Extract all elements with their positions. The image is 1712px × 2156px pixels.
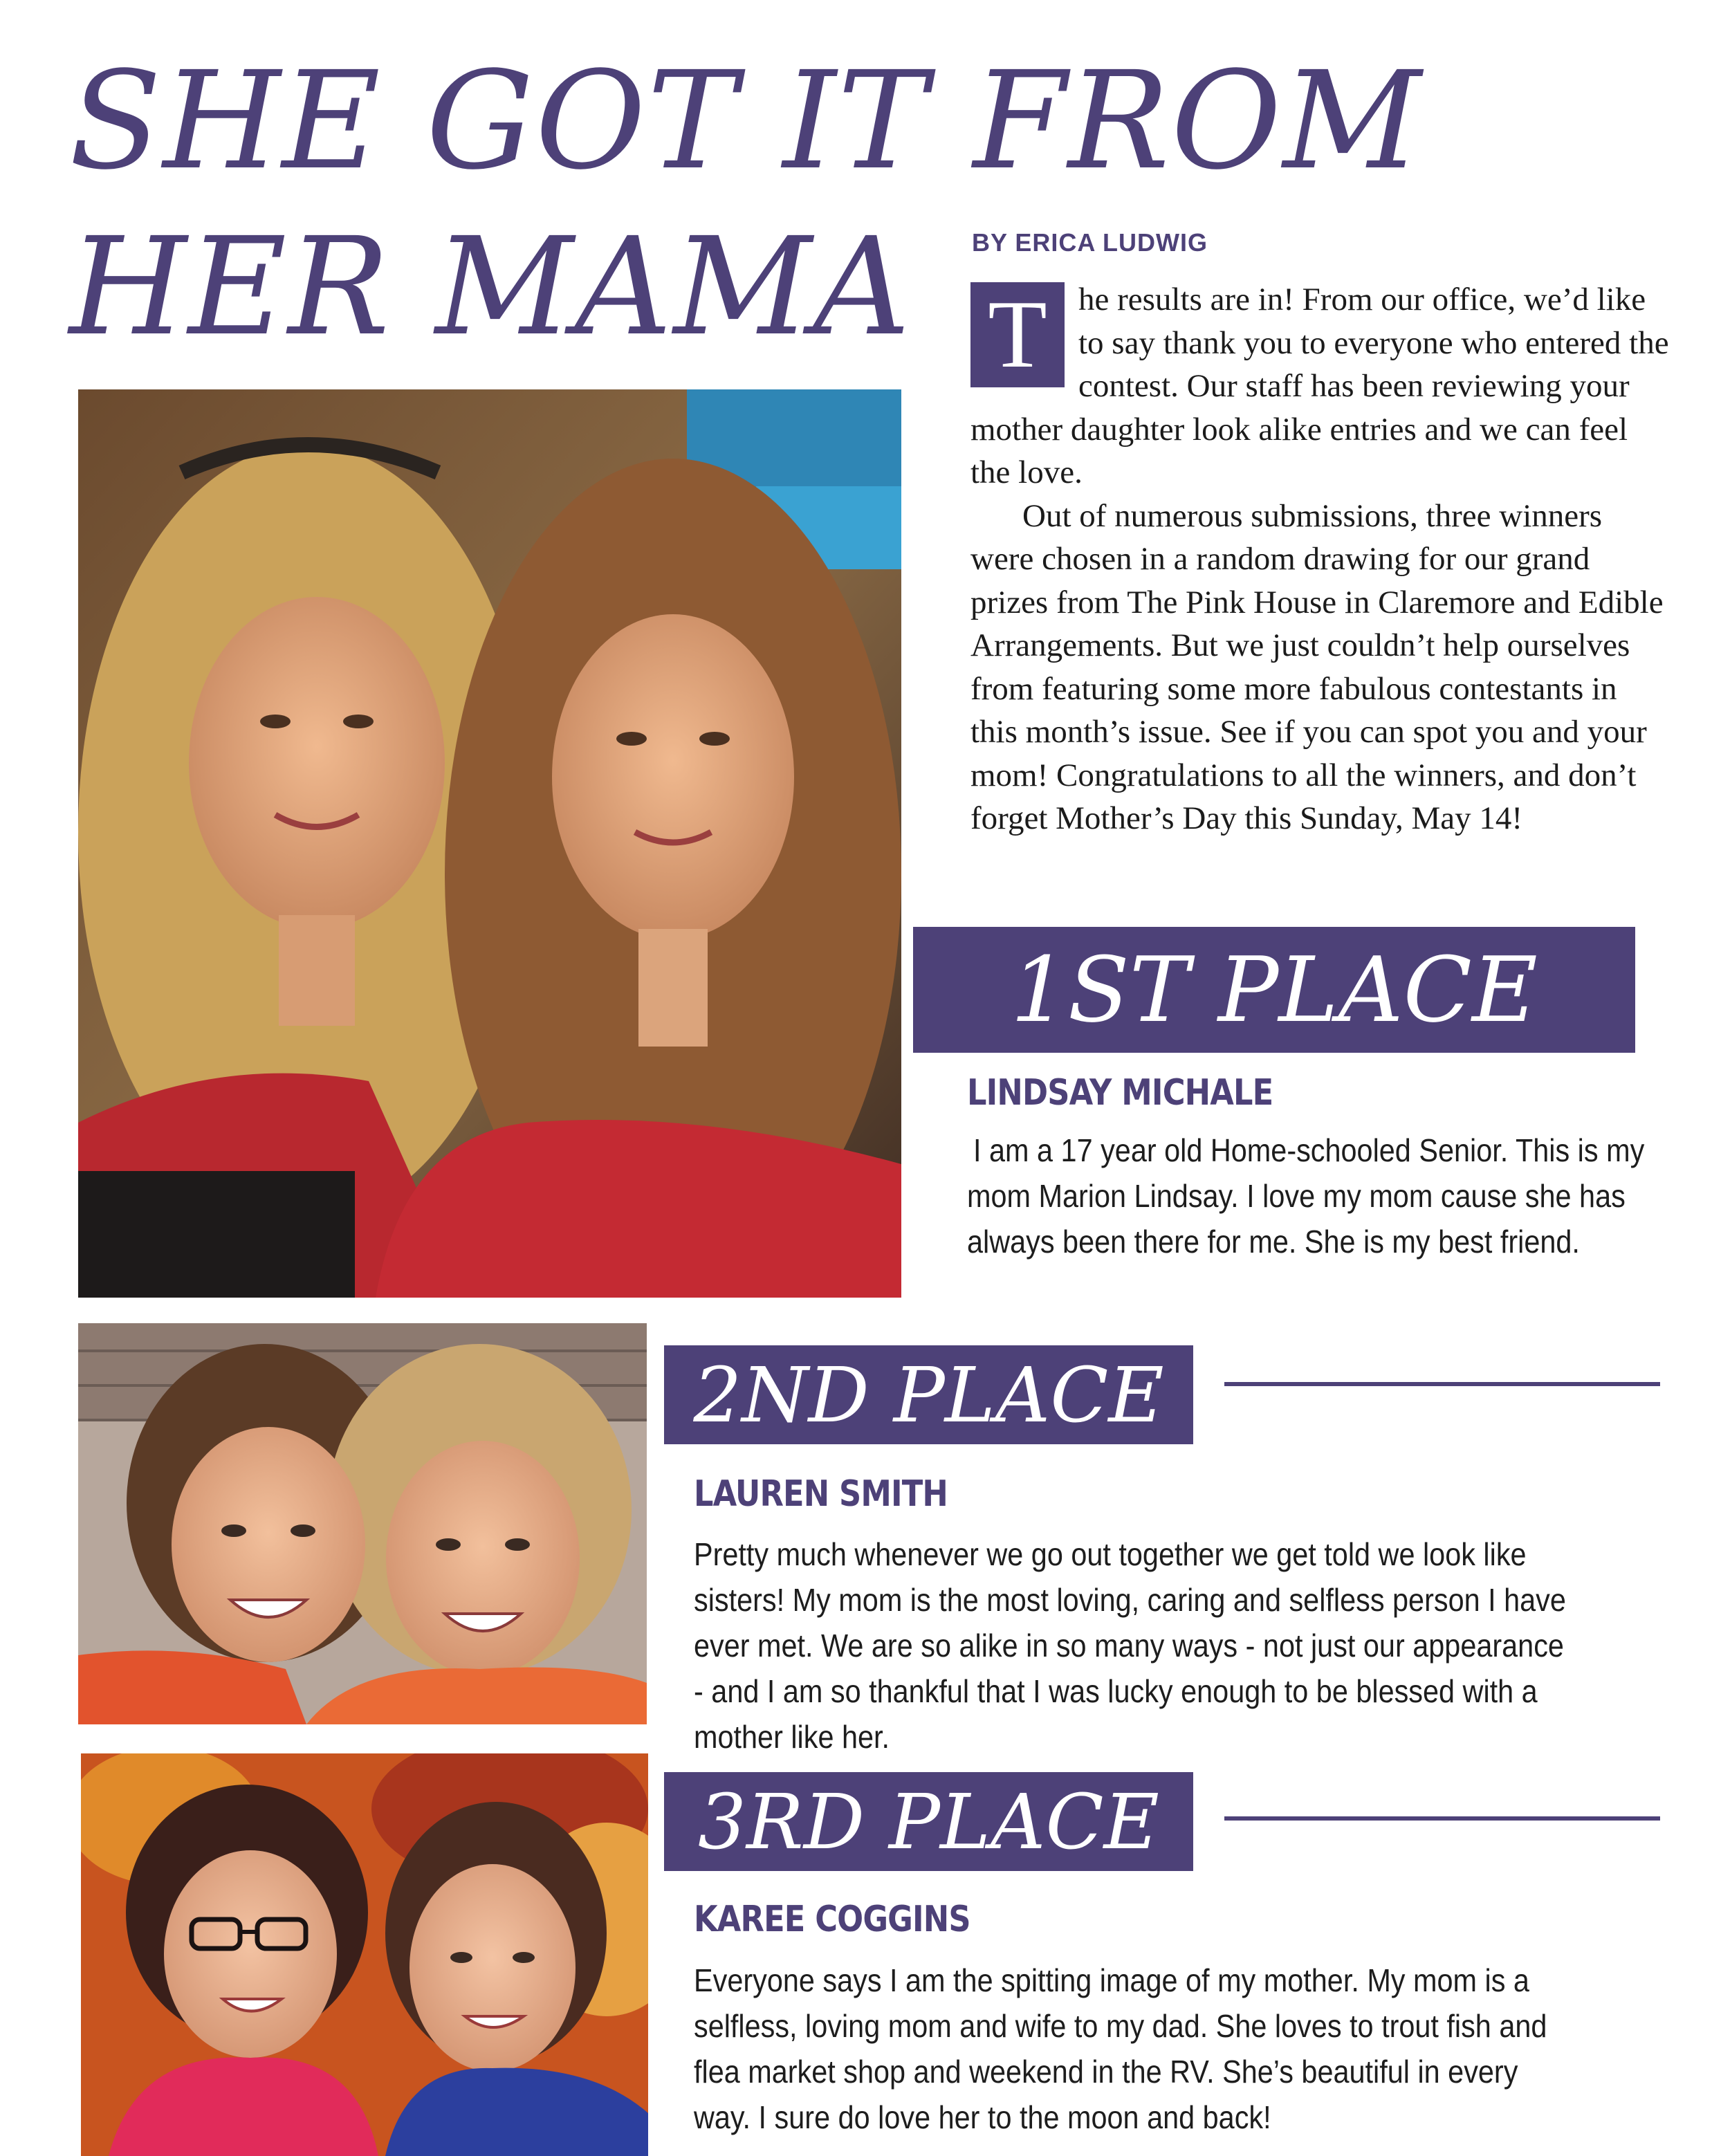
second-place-text: Pretty much whenever we go out together we get told we look like sisters! My mom is the most loving, caring and selfless person I have ever met. We are so alike in so many ways - not just our appearance - and I am so thankful that I was lucky enough to be blessed with a mother like her. <box>694 1536 1566 1755</box>
title-line-2: HER MAMA <box>69 208 912 365</box>
first-place-text: I am a 17 year old Home-schooled Senior. This is my mom Marion Lindsay. I love my mom cause she has always been there for me. She is my best friend. <box>967 1132 1645 1260</box>
second-place-photo <box>78 1323 647 1724</box>
third-place-rule <box>1224 1816 1660 1821</box>
third-place-label: 3RD PLACE <box>698 1777 1159 1866</box>
title-line-1: SHE GOT IT FROM <box>69 42 1423 199</box>
second-place-label: 2ND PLACE <box>693 1350 1164 1439</box>
intro-paragraph-1: he results are in! From our office, we’d like to say thank you to everyone who entered the contest. Our staff has been reviewing your mother daughter look alike entries and we can feel the love. <box>970 282 1669 490</box>
second-place-rule <box>1224 1382 1660 1386</box>
second-place-name: LAUREN SMITH <box>694 1473 948 1515</box>
byline: BY ERICA LUDWIG <box>972 228 1208 257</box>
intro-text <box>970 278 1669 840</box>
intro-paragraph-2: Out of numerous submissions, three winners were chosen in a random drawing for our grand prizes from The Pink House in Claremore and Edible Arrangements. But we just couldn’t help ourselves from featuring some more fabulous contestants in this month’s issue. See if you can spot you and your mom! Congratulations to all the winners, and don’t forget Mother’s Day this Sunday, May 14! <box>970 497 1664 836</box>
first-place-label: 1ST PLACE <box>1011 937 1538 1042</box>
first-place-photo <box>78 389 901 1298</box>
drop-cap: T <box>970 282 1065 387</box>
third-place-name: KAREE COGGINS <box>694 1899 970 1940</box>
first-place-banner <box>913 927 1635 1053</box>
third-place-photo <box>81 1753 648 2156</box>
third-place-text: Everyone says I am the spitting image of my mother. My mom is a selfless, loving mom and wife to my dad. She loves to trout fish and flea market shop and weekend in the RV. She’s beautiful in every way. I sure do love her to the moon and back! <box>694 1962 1547 2135</box>
first-place-name: LINDSAY MICHALE <box>967 1072 1273 1114</box>
third-place-banner <box>664 1772 1193 1871</box>
second-place-banner <box>664 1345 1193 1444</box>
